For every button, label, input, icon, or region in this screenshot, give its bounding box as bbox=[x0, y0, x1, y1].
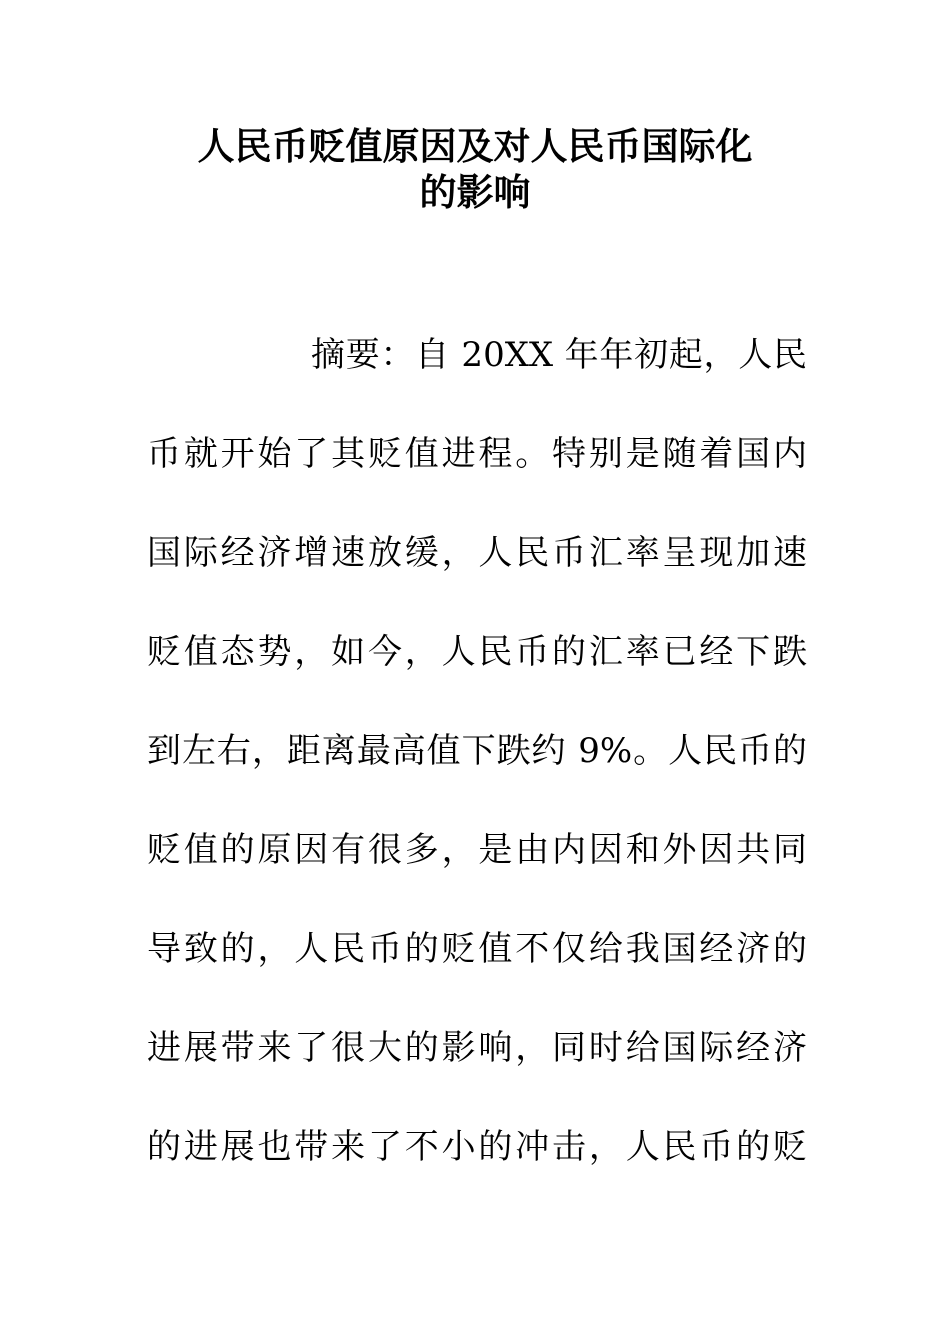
abstract-line: 贬值态势，如今，人民币的汇率已经下跌 bbox=[147, 632, 807, 672]
abstract-line: 到左右，距离最高值下跌约 9%。人民币的 bbox=[147, 731, 807, 771]
abstract-line: 国际经济增速放缓，人民币汇率呈现加速 bbox=[147, 533, 807, 573]
abstract-line: 导致的，人民币的贬值不仅给我国经济的 bbox=[147, 929, 807, 969]
document-title bbox=[130, 124, 820, 216]
abstract-line: 进展带来了很大的影响，同时给国际经济 bbox=[147, 1028, 807, 1068]
abstract-line: 贬值的原因有很多，是由内因和外因共同 bbox=[147, 830, 807, 870]
title-line-1: 人民币贬值原因及对人民币国际化 bbox=[197, 125, 753, 168]
abstract-paragraph bbox=[147, 306, 807, 1197]
abstract-line: 摘要：自 20XX 年年初起，人民 bbox=[311, 335, 807, 375]
abstract-line: 的进展也带来了不小的冲击，人民币的贬 bbox=[147, 1127, 807, 1167]
abstract-line: 币就开始了其贬值进程。特别是随着国内 bbox=[147, 434, 807, 474]
title-line-2: 的影响 bbox=[419, 171, 531, 214]
